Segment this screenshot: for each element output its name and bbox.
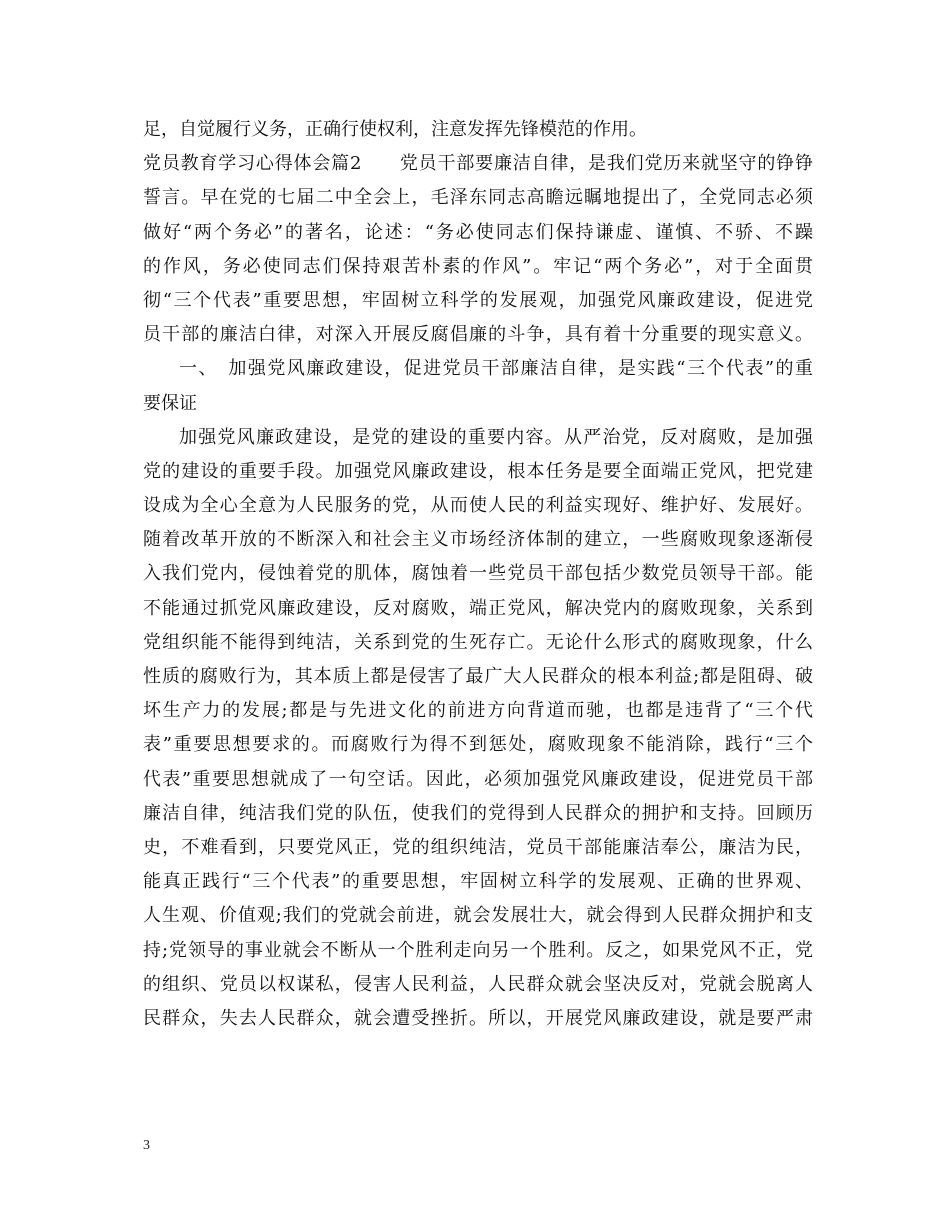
text-line: 党的建设的重要手段。加强党风廉政建设，根本任务是要全面端正党风，把党建 xyxy=(143,460,813,482)
text-line: 要保证 xyxy=(143,392,197,414)
text-line: 人生观、价值观;我们的党就会前进，就会发展壮大，就会得到人民群众拥护和支 xyxy=(143,905,813,927)
text-line: 随着改革开放的不断深入和社会主义市场经济体制的建立，一些腐败现象逐渐侵 xyxy=(143,529,813,551)
text-line: 能真正践行“三个代表”的重要思想，牢固树立科学的发展观、正确的世界观、 xyxy=(143,871,813,893)
text-line: 表”重要思想要求的。而腐败行为得不到惩处，腐败现象不能消除，践行“三个 xyxy=(143,734,813,756)
text-line: 党组织能不能得到纯洁，关系到党的生死存亡。无论什么形式的腐败现象，什么 xyxy=(143,631,813,653)
text-line: 足，自觉履行义务，正确行使权利，注意发挥先锋模范的作用。 xyxy=(143,119,647,140)
text-line: 一、 加强党风廉政建设，促进党员干部廉洁自律，是实践“三个代表”的重 xyxy=(179,358,813,380)
text-line: 员干部的廉洁白律，对深入开展反腐倡廉的斗争，具有着十分重要的现实意义。 xyxy=(143,324,813,346)
text-line: 的组织、党员以权谋私，侵害人民利益，人民群众就会坚决反对，党就会脱离人 xyxy=(143,973,813,995)
text-line: 入我们党内，侵蚀着党的肌体，腐蚀着一些党员干部包括少数党员领导干部。能 xyxy=(143,563,813,585)
text-line: 坏生产力的发展;都是与先进文化的前进方向背道而驰，也都是违背了“三个代 xyxy=(143,700,813,722)
text-line: 民群众，失去人民群众，就会遭受挫折。所以，开展党风廉政建设，就是要严肃 xyxy=(143,1007,813,1029)
text-line: 誓言。早在党的七届二中全会上，毛泽东同志高瞻远瞩地提出了，全党同志必须 xyxy=(143,187,813,209)
text-line: 彻“三个代表”重要思想，牢固树立科学的发展观，加强党风廉政建设，促进党 xyxy=(143,289,813,311)
text-line: 党员教育学习心得体会篇2 党员干部要廉洁自律，是我们党历来就坚守的铮铮 xyxy=(143,153,813,175)
text-line: 持;党领导的事业就会不断从一个胜利走向另一个胜利。反之，如果党风不正，党 xyxy=(143,939,813,961)
text-line: 的作风，务必使同志们保持艰苦朴素的作风”。牢记“两个务必”，对于全面贯 xyxy=(143,255,813,277)
text-line: 史，不难看到，只要党风正，党的组织纯洁，党员干部能廉洁奉公，廉洁为民， xyxy=(143,836,813,858)
text-line: 设成为全心全意为人民服务的党，从而使人民的利益实现好、维护好、发展好。 xyxy=(143,495,813,517)
text-line: 廉洁自律，纯洁我们党的队伍，使我们的党得到人民群众的拥护和支持。回顾历 xyxy=(143,802,813,824)
page-number: 3 xyxy=(143,1138,150,1153)
text-line: 性质的腐败行为，其本质上都是侵害了最广大人民群众的根本利益;都是阻碍、破 xyxy=(143,666,813,687)
text-line: 做好“两个务必”的著名，论述：“务必使同志们保持谦虚、谨慎、不骄、不躁 xyxy=(143,221,813,243)
text-line: 加强党风廉政建设，是党的建设的重要内容。从严治党，反对腐败，是加强 xyxy=(179,426,813,448)
text-line: 不能通过抓党风廉政建设，反对腐败，端正党风，解决党内的腐败现象，关系到 xyxy=(143,597,813,619)
text-line: 代表”重要思想就成了一句空话。因此，必须加强党风廉政建设，促进党员干部 xyxy=(143,768,813,790)
body-text xyxy=(143,113,813,1036)
